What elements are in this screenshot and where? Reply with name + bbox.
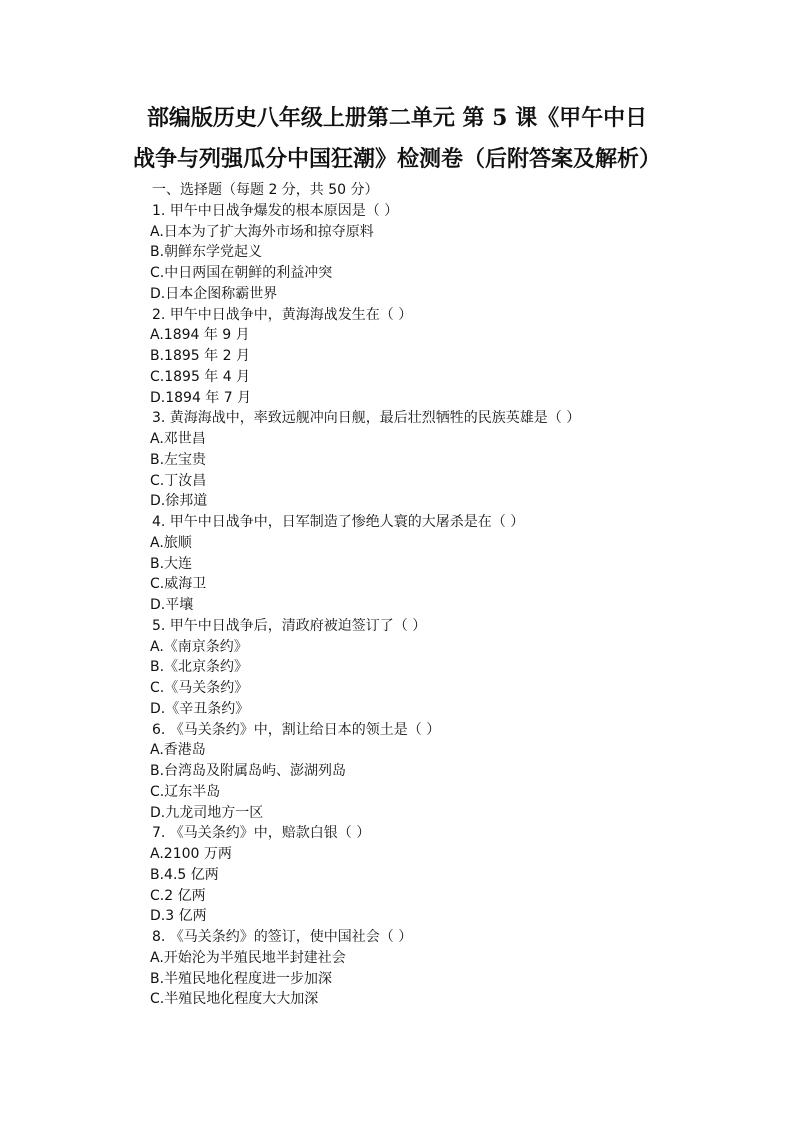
question-stem: 3. 黄海海战中，率致远舰冲向日舰，最后壮烈牺牲的民族英雄是（ ） <box>152 410 581 427</box>
question-stem: 5. 甲午中日战争后，清政府被迫签订了（ ） <box>152 617 427 634</box>
question-stem: 1. 甲午中日战争爆发的根本原因是（ ） <box>152 202 399 219</box>
option-a: A.香港岛 <box>150 742 206 759</box>
option-d: D.《辛丑条约》 <box>150 700 250 717</box>
option-c: C.中日两国在朝鲜的利益冲突 <box>150 265 333 281</box>
option-b: B.左宝贵 <box>150 451 207 468</box>
question-4 <box>150 512 710 616</box>
option-a: A.《南京条约》 <box>150 638 248 655</box>
question-8 <box>150 927 710 1010</box>
option-c: C.2 亿两 <box>150 887 206 904</box>
option-b: B.4.5 亿两 <box>150 866 219 883</box>
option-b: B.大连 <box>150 555 193 572</box>
option-b: B.台湾岛及附属岛屿、澎湖列岛 <box>150 763 347 779</box>
option-a: A.邓世昌 <box>150 431 206 447</box>
question-list <box>150 180 710 1010</box>
question-2 <box>150 305 710 409</box>
option-b: B.1895 年 2 月 <box>150 348 250 364</box>
option-c: C.丁汝昌 <box>150 472 207 489</box>
option-b: B.《北京条约》 <box>150 659 249 676</box>
option-a: A.2100 万两 <box>150 846 232 862</box>
option-c: C.1895 年 4 月 <box>150 368 251 385</box>
question-stem: 8. 《马关条约》的签订，使中国社会（ ） <box>152 929 413 945</box>
question-stem: 4. 甲午中日战争中，日军制造了惨绝人寰的大屠杀是在（ ） <box>152 514 525 530</box>
option-d: D.3 亿两 <box>150 908 207 925</box>
option-d: D.九龙司地方一区 <box>150 804 264 821</box>
question-3 <box>150 408 710 512</box>
question-stem: 6. 《马关条约》中，割让给日本的领土是（ ） <box>152 721 441 738</box>
option-b: B.半殖民地化程度进一步加深 <box>150 970 333 987</box>
option-d: D.1894 年 7 月 <box>150 389 252 406</box>
option-c: C.《马关条约》 <box>150 680 249 696</box>
question-5 <box>150 616 710 720</box>
option-d: D.平壤 <box>150 597 194 613</box>
question-7 <box>150 823 710 927</box>
question-stem: 2. 甲午中日战争中，黄海海战发生在（ ） <box>152 306 413 323</box>
option-c: C.威海卫 <box>150 576 207 593</box>
document-title-line-2: 战争与列强瓜分中国狂潮》检测卷（后附答案及解析） <box>132 146 661 172</box>
option-d: D.徐邦道 <box>150 493 208 510</box>
option-a: A.开始沦为半殖民地半封建社会 <box>150 949 346 966</box>
question-1 <box>150 201 710 305</box>
option-a: A.1894 年 9 月 <box>150 327 250 344</box>
option-a: A.日本为了扩大海外市场和掠夺原料 <box>150 223 374 240</box>
question-stem: 7. 《马关条约》中，赔款白银（ ） <box>152 825 371 842</box>
option-b: B.朝鲜东学党起义 <box>150 244 263 261</box>
option-d: D.日本企图称霸世界 <box>150 285 278 302</box>
section-heading: 一、选择题（每题 2 分，共 50 分） <box>152 182 379 198</box>
option-c: C.辽东半岛 <box>150 783 221 800</box>
option-c: C.半殖民地化程度大大加深 <box>150 991 319 1008</box>
option-a: A.旅顺 <box>150 534 192 551</box>
question-6 <box>150 720 710 824</box>
document-title-line-1: 部编版历史八年级上册第二单元 第 5 课《甲午中日 <box>146 105 648 131</box>
